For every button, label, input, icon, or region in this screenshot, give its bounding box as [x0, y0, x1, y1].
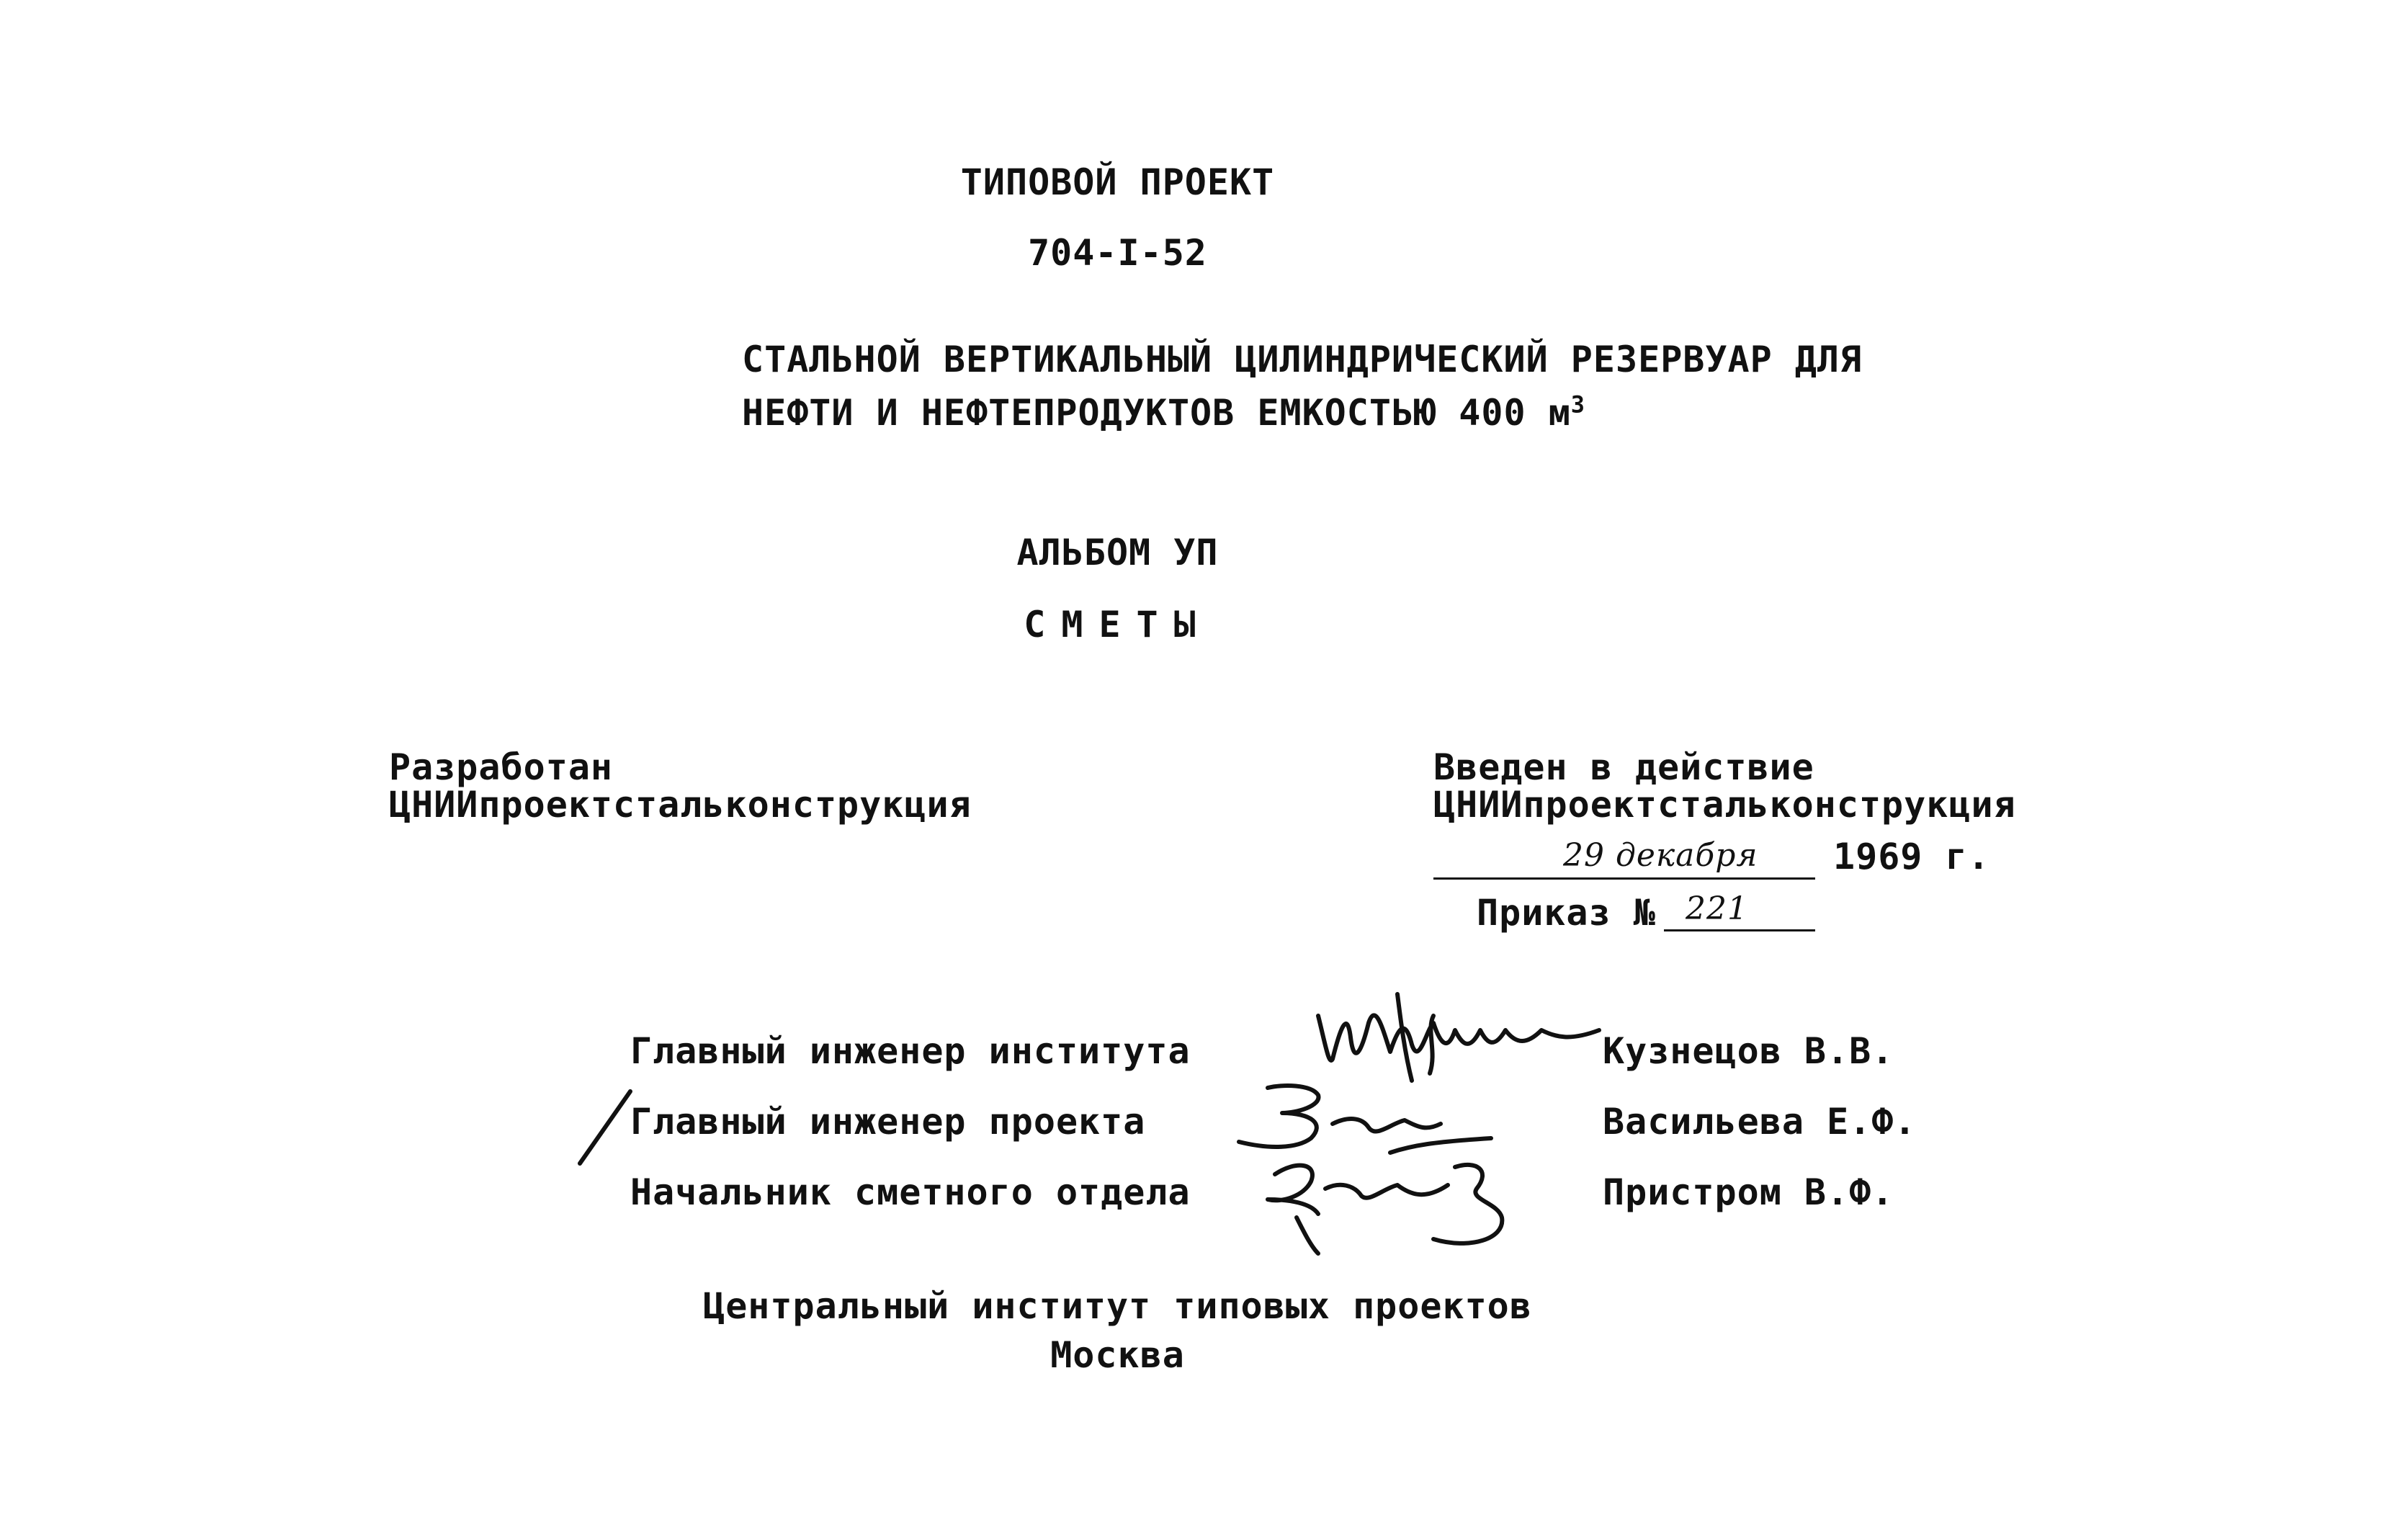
- slash-mark: [573, 1084, 637, 1171]
- developed-org: ЦНИИпроектстальконструкция: [389, 784, 972, 826]
- order-label: Приказ №: [1477, 892, 1656, 934]
- title-line-1: СТАЛЬНОЙ ВЕРТИКАЛЬНЫЙ ЦИЛИНДРИЧЕСКИЙ РЕЗЕРВУАР ДЛЯ: [742, 339, 1863, 380]
- title-line-2: [742, 390, 1586, 434]
- section-title: СМЕТЫ: [1024, 604, 1212, 645]
- signatory-position-1: Главный инженер института: [630, 1030, 1191, 1072]
- introduced-org: ЦНИИпроектстальконструкция: [1433, 784, 2016, 826]
- date-underline: [1433, 877, 1815, 880]
- order-number: 221: [1686, 890, 1748, 927]
- introduced-label: Введен в действие: [1433, 746, 1814, 788]
- introduced-year: 1969 г.: [1833, 836, 1990, 877]
- signatory-position-3: Начальник сметного отдела: [630, 1171, 1191, 1213]
- footer-institute: Центральный институт типовых проектов: [703, 1285, 1532, 1327]
- signature-1: [1311, 987, 1613, 1088]
- signatory-name-1: Кузнецов В.В.: [1603, 1030, 1894, 1072]
- signatory-position-2: Главный инженер проекта: [630, 1101, 1146, 1143]
- album-label: АЛЬБОМ УП: [1016, 532, 1219, 573]
- order-underline: [1664, 929, 1815, 931]
- unit-power: 3: [1570, 390, 1586, 419]
- title-line-2-text: НЕФТИ И НЕФТЕПРОДУКТОВ ЕМКОСТЬЮ 400 м: [742, 392, 1571, 434]
- developed-label: Разработан: [389, 746, 614, 788]
- signatory-name-2: Васильева Е.Ф.: [1603, 1101, 1917, 1143]
- signature-3: [1253, 1145, 1541, 1253]
- doc-type: ТИПОВОЙ ПРОЕКТ: [960, 161, 1275, 203]
- signatory-name-3: Пристром В.Ф.: [1603, 1171, 1894, 1213]
- project-code: 704-I-52: [1028, 232, 1207, 274]
- footer-city: Москва: [1050, 1334, 1185, 1376]
- introduced-date: 29 декабря: [1563, 837, 1758, 874]
